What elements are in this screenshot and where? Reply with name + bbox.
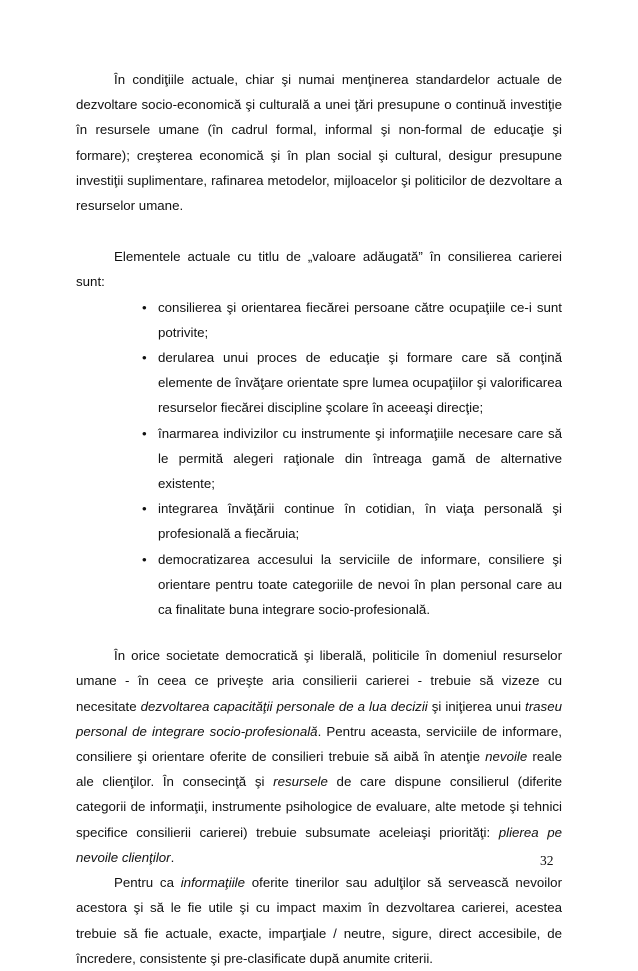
paragraph-4: [76, 870, 562, 971]
paragraph-3-text-1: În orice societate democratică şi liberală, politicile în domeniul resurselor umane - în ceea ce priveşte aria consilierii carierei - trebuie să vizeze cu necesitate: [76, 648, 562, 714]
paragraph-3-italic-4: resursele: [273, 774, 328, 790]
paragraph-3-text-2: şi iniţierea unui: [427, 698, 526, 714]
list-item-text: integrarea învăţării continue în cotidian, în viaţa personală şi profesională a fiecăruia;: [158, 501, 562, 542]
paragraph-1: În condiţiile actuale, chiar şi numai menţinerea standardelor actuale de dezvoltare socio-economică şi culturală a unei ţări presupune o continuă investiţie în resursele umane (în cadrul formal, informal şi non-formal de educaţie şi formare); creşterea economică şi în plan social şi cultural, desigur presupune investiţii suplimentare, rafinarea metodelor, mijloacelor şi politicilor de dezvoltare a resurselor umane.: [76, 72, 562, 214]
paragraph-4-text-1: Pentru ca: [114, 875, 181, 891]
paragraph-2-intro: Elementele actuale cu titlu de „valoare adăugată” în consilierea carierei sunt:: [76, 249, 562, 290]
page-content: [76, 67, 562, 971]
list-item-text: consilierea şi orientarea fiecărei persoane către ocupaţiile ce-i sunt potrivite;: [158, 299, 562, 340]
paragraph-3-text-6: .: [170, 849, 175, 865]
list-item: [76, 295, 562, 345]
bullet-icon: •: [142, 425, 147, 441]
bullet-icon: •: [142, 501, 147, 517]
list-item: [76, 496, 562, 546]
paragraph-3-italic-1: dezvoltarea capacităţii personale de a lua decizii: [140, 698, 428, 714]
bullet-icon: •: [142, 551, 147, 567]
paragraph-3-italic-3: nevoile: [485, 749, 528, 765]
paragraph-3-italic-5: plierea pe nevoile clienţilor: [76, 824, 562, 865]
bullet-icon: •: [142, 299, 147, 315]
paragraph-3-text-5: de care dispune consilierul (diferite categorii de informaţii, instrumente psihologice de evaluare, alte metode şi tehnici specifice consilierii carierei) trebuie subsumate aceleiaşi priorităţi:: [76, 774, 562, 840]
list-item-text: înarmarea indivizilor cu instrumente şi informaţiile necesare care să le permită alegeri raţionale din întreaga gamă de alternative existente;: [158, 425, 562, 492]
list-item: [76, 345, 562, 421]
list-item: [76, 421, 562, 497]
page-number: 32: [540, 853, 554, 868]
paragraph-3-text-3: . Pentru aceasta, serviciile de informare, consiliere şi orientare oferite de consilieri trebuie să aibă în atenţie: [76, 723, 563, 765]
paragraph-3: [76, 643, 562, 870]
paragraph-3-text-4: reale ale clienţilor. În consecinţă şi: [76, 749, 562, 790]
bullet-list: [76, 295, 562, 623]
paragraph-4-text-2: oferite tinerilor sau adulţilor să servească nevoilor acestora şi să le fie utile şi cu impact maxim în dezvoltarea carierei, acestea trebuie să fie actuale, exacte, imparţiale / neutre, sigure, direct accesibile, de încredere, consistente şi pre-clasificate după anumite criterii.: [76, 875, 562, 966]
paragraph-4-italic-1: informaţiile: [180, 875, 246, 891]
bullet-icon: •: [142, 350, 147, 366]
list-item-text: democratizarea accesului la serviciile de informare, consiliere şi orientare pentru toate categoriile de nevoi în plan personal care au ca finalitate buna integrare socio-profesională.: [158, 551, 562, 618]
list-item-text: derularea unui proces de educaţie şi formare care să conţină elemente de învăţare orientate spre lumea ocupaţiilor şi valorificarea resurselor fiecărei discipline şcolare în aceeaşi direcţie;: [158, 350, 562, 416]
list-item: [76, 547, 562, 623]
paragraph-3-italic-2: traseu personal de integrare socio-profesională: [76, 698, 562, 739]
